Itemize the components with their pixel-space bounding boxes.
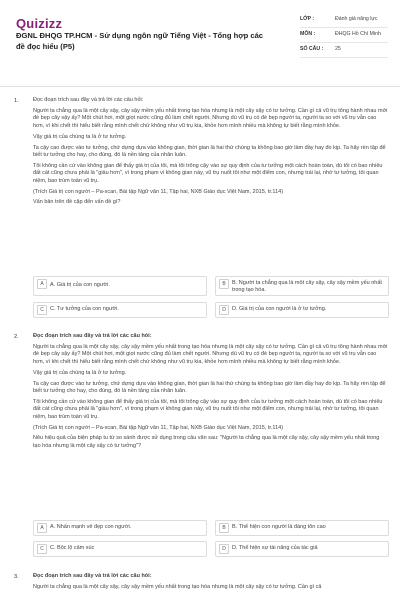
question-number: 1. (14, 98, 19, 104)
meta-class-label: LỚP : (300, 16, 315, 22)
option-text: C. Bộc lộ cảm xúc (50, 545, 95, 551)
meta-subject-row (300, 28, 388, 43)
option-letter: C (37, 544, 47, 554)
meta-count-label: SỐ CÂU : (300, 46, 324, 52)
passage-paragraph: Ta cậy cao được vào tư tưởng, chứ dựng dựa vào không gian, thời gian là hai thứ chúng ta không bao giờ làm đầy hay đo kịp. Ta hãy rèn tập để biết tư tưởng cho hay, cho đúng, đó là nền tảng của nhân luân. (33, 144, 386, 158)
option-letter: D (219, 305, 229, 315)
meta-count-row (300, 43, 388, 58)
passage-paragraph: Người ta chẳng qua là một cây sậy, cây sậy mềm yếu nhất trong tạo hóa nhưng là một cây sậy có tư tưởng. Cần gì cả vũ trụ tông hành nhau mới đè bẹp cây sậy ấy? Một chút hơi, một giọt nước cũng đủ làm chết người. Nhưng dù vũ trụ có đè bẹp người ta, người ta so với vũ trụ vẫn cao hơn, vì khi chết thì hiểu biết rằng mình chết chứ không như vũ trụ kia, khỏe hơn mình nhiều mà không tự biết rằng mình khỏe. (33, 107, 388, 129)
option-letter: A (37, 279, 47, 289)
quizizz-logo: Quizizz (16, 16, 63, 31)
question-instruction: Đọc đoạn trích sau đây và trả lời các câu hỏi: (33, 97, 144, 103)
option-a[interactable] (33, 520, 207, 536)
option-d[interactable] (215, 541, 389, 557)
option-text: C. Tư tưởng của con người. (50, 306, 119, 312)
option-d[interactable] (215, 302, 389, 318)
passage-paragraph: Người ta chẳng qua là một cây sậy, cây sậy mềm yếu nhất trong tạo hóa nhưng là một cây sậy có tư tưởng. Cần gì cả vũ trụ tông hành nhau mới đè bẹp cây sậy ấy? Một chút hơi, một giọt nước cũng đủ làm chết người. Nhưng dù vũ trụ có đè bẹp người ta, người ta so với vũ trụ vẫn cao hơn, vì khi chết thì hiểu biết rằng mình chết chứ không như vũ trụ kia, khỏe hơn mình nhiều mà không tự biết rằng mình khỏe. (33, 343, 388, 365)
header-divider (0, 86, 400, 87)
option-letter: C (37, 305, 47, 315)
meta-count-value: 25 (335, 46, 341, 52)
option-text: A. Giá trị của con người. (50, 282, 110, 288)
option-text: A. Nhấn mạnh vẻ đẹp con người. (50, 524, 132, 530)
meta-subject-value: ĐHQG Hồ Chí Minh (335, 31, 381, 37)
passage-paragraph: Tôi không cần cứ vào không gian để thấy giá trị của tôi, mà tôi trông cậy vào sự quy định của tư tưởng một cách hoàn toàn, dù tôi có bao nhiêu đất cát cũng chưa phải là "giàu hơn", vì trong phạm vi không gian này, vũ trụ nuốt tôi như một điểm con, nhưng trái lại, nhờ tư tưởng, tôi quan niệm, bao trùm toàn vũ trụ. (33, 162, 383, 184)
question-prompt: Nêu hiệu quả của biện pháp tu từ so sánh được sử dụng trong câu văn sau: "Người ta chẳng qua là một cây sậy, cây sậy mềm yếu nhất trong tạo hóa nhưng là một cây sậy có tư tưởng"? (33, 435, 380, 449)
question-body (33, 97, 388, 210)
question-instruction: Đọc đoạn trích sau đây và trả lời các câu hỏi: (33, 333, 152, 339)
option-text: B. Thể hiện con người là đáng tôn cao (232, 524, 326, 530)
option-letter: A (37, 523, 47, 533)
passage-citation: (Trích Giá trị con người – Pa-xcan, Bài tập Ngữ văn 11, Tập hai, NXB Giáo dục Việt Nam, 2015, tr.114) (33, 424, 284, 431)
meta-class-value: Đánh giá năng lực (335, 16, 378, 22)
option-letter: D (219, 544, 229, 554)
option-b[interactable] (215, 520, 389, 536)
meta-table (300, 13, 388, 58)
passage-paragraph: Vậy giá trị của chúng ta là ở tư tưởng. (33, 133, 127, 140)
passage-paragraph: Tôi không cần cứ vào không gian để thấy giá trị của tôi, mà tôi trông cậy vào sự quy định của tư tưởng một cách hoàn toàn, dù tôi có bao nhiêu đất cát cũng chưa phải là "giàu hơn", vì trong phạm vi không gian này, vũ trụ nuốt tôi như một điểm con, nhưng trái lại, nhờ tư tưởng, tôi quan niệm, bao trùm toàn vũ trụ. (33, 398, 383, 420)
option-c[interactable] (33, 541, 207, 557)
meta-class-row (300, 13, 388, 28)
passage-paragraph: Ta cậy cao được vào tư tưởng, chứ dựng dựa vào không gian, thời gian là hai thứ chúng ta không bao giờ làm đầy hay đo kịp. Ta hãy rèn tập để biết tư tưởng cho hay, cho đúng, đó là nền tảng của nhân luân. (33, 380, 386, 394)
option-a[interactable] (33, 276, 207, 296)
meta-subject-label: MÔN : (300, 31, 316, 37)
question-number: 3. (14, 574, 19, 580)
question-prompt: Vấn bản trên đề cập đến vấn đề gì? (33, 199, 121, 206)
passage-citation: (Trích Giá trị con người – Pa-xcan, Bài tập Ngữ văn 11, Tập hai, NXB Giáo dục Việt Nam, 2015, tr.114) (33, 188, 284, 195)
question-instruction: Đọc đoạn trích sau đây và trả lời các câu hỏi: (33, 573, 152, 579)
option-letter: B (219, 279, 229, 289)
question-number: 2. (14, 334, 19, 340)
option-b[interactable] (215, 276, 389, 296)
question-body (33, 333, 388, 454)
passage-paragraph: Người ta chẳng qua là một cây sậy, cây sậy mềm yếu nhất trong tạo hóa nhưng là một cây sậy có tư tưởng. Cần gì cả (33, 583, 322, 590)
option-letter: B (219, 523, 229, 533)
passage-paragraph: Vậy giá trị của chúng ta là ở tư tưởng. (33, 369, 127, 376)
worksheet-title: ĐGNL ĐHQG TP.HCM - Sử dụng ngôn ngữ Tiếng Việt - Tổng hợp các đề đọc hiểu (P5) (16, 31, 264, 51)
option-text: B. Người ta chẳng qua là một cây sậy, cây sậy mềm yếu nhất trong tạo hóa. (232, 280, 382, 293)
option-text: D. Giá trị của con người là ở tư tưởng. (232, 306, 327, 312)
question-body (33, 573, 388, 599)
option-text: D. Thể hiện sự tài năng của tác giả (232, 545, 318, 551)
option-c[interactable] (33, 302, 207, 318)
